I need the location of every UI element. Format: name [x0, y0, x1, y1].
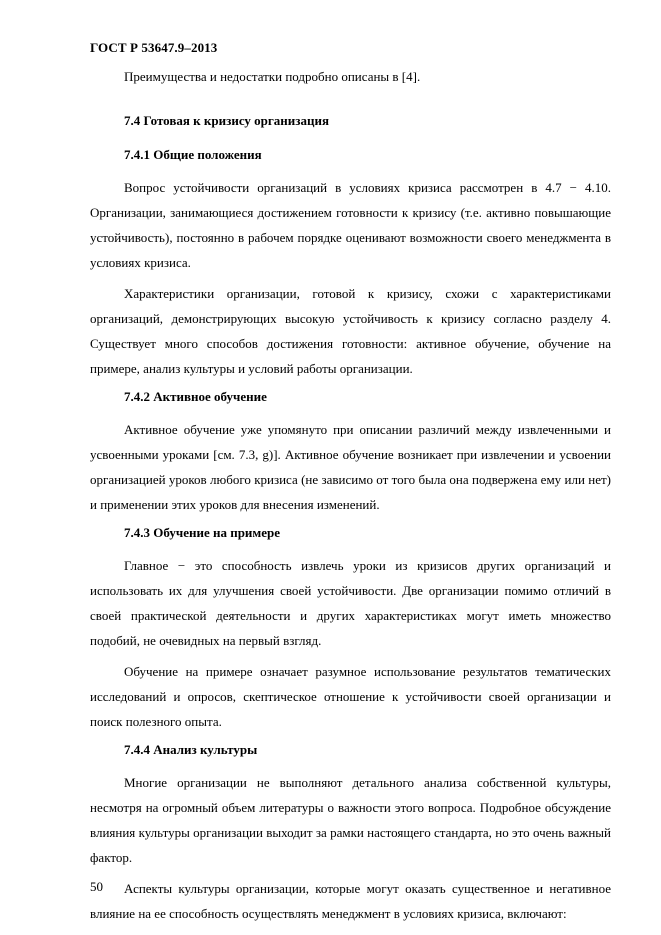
- section-7-4-4-paragraph-1: Многие организации не выполняют детального анализа собственной культуры, несмотря на огромный объем литературы о важности этого вопроса. Подробное обсуждение влияния культуры организации выходит за рамки настоящего стандарта, но это очень важный фактор.: [90, 775, 611, 865]
- intro-paragraph: Преимущества и недостатки подробно описаны в [4].: [124, 69, 421, 84]
- section-7-4-2-heading: 7.4.2 Активное обучение: [124, 389, 267, 404]
- section-7-4-3-paragraph-2: Обучение на примере означает разумное использование результатов тематических исследований и опросов, скептическое отношение к устойчивости своей организации и поиск полезного опыта.: [90, 664, 611, 729]
- section-7-4-4-paragraph-2: Аспекты культуры организации, которые могут оказать существенное и негативное влияние на ее способность осуществлять менеджмент в условиях кризиса, включают:: [90, 881, 611, 921]
- section-7-4-3-paragraph-1: Главное − это способность извлечь уроки из кризисов других организаций и использовать их для улучшения своей устойчивости. Две организации помимо отличий в своей практической деятельности и других характеристиках могут иметь множество подобий, не очевидных на первый взгляд.: [90, 558, 611, 648]
- section-7-4-heading: 7.4 Готовая к кризису организация: [124, 113, 330, 128]
- section-7-4-1-paragraph-1: Вопрос устойчивости организаций в условиях кризиса рассмотрен в 4.7 − 4.10. Организации, занимающиеся достижением готовности к кризису (т.е. активно повышающие устойчивость), постоянно в рабочем порядке оценивают возможности своего менеджмента в условиях кризиса.: [90, 180, 611, 270]
- section-7-4-1-paragraph-2: Характеристики организации, готовой к кризису, схожи с характеристиками организаций, демонстрирующих высокую устойчивость к кризису согласно разделу 4. Существует много способов достижения готовности: активное обучение, обучение на примере, анализ культуры и условий работы организации.: [90, 286, 611, 376]
- document-body: [90, 64, 611, 932]
- section-7-4-1-heading: 7.4.1 Общие положения: [124, 147, 262, 162]
- page-number: 50: [90, 879, 103, 894]
- document-header: ГОСТ Р 53647.9–2013: [90, 40, 218, 55]
- section-7-4-2-paragraph-1: Активное обучение уже упомянуто при описании различий между извлеченными и усвоенными уроками [см. 7.3, g)]. Активное обучение возникает при извлечении и усвоении организацией уроков любого кризиса (не зависимо от того была она подвержена ему или нет) и применении этих уроков для внесения изменений.: [90, 422, 611, 512]
- section-7-4-3-heading: 7.4.3 Обучение на примере: [124, 525, 281, 540]
- section-7-4-4-heading: 7.4.4 Анализ культуры: [124, 742, 258, 757]
